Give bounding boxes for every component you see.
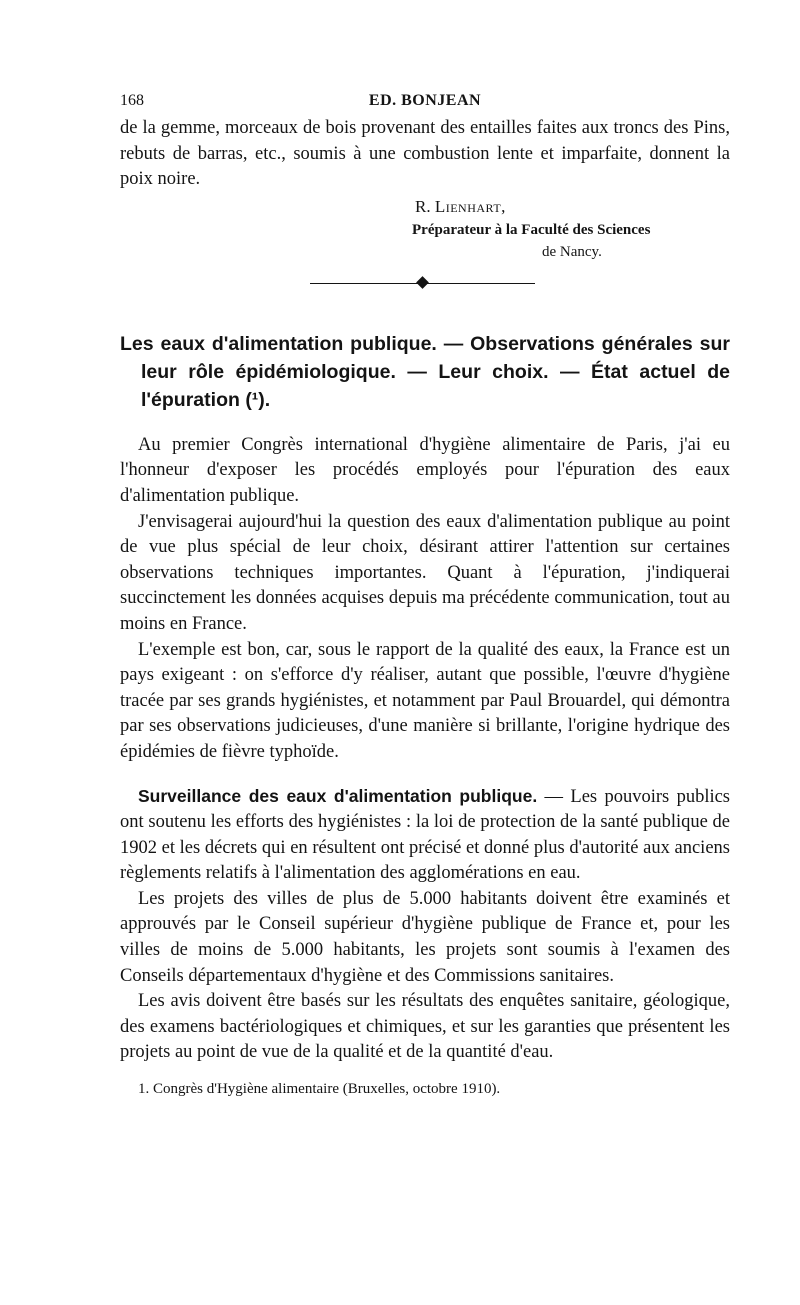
signature-initial: R.: [415, 196, 431, 216]
signature-name: [120, 195, 730, 219]
previous-article-closing-text: de la gemme, morceaux de bois provenant des entailles faites aux troncs des Pins, rebuts de barras, etc., soumis à une combustion lente et imparfaite, donnent la poix noire.: [120, 118, 730, 190]
page-number: 168: [120, 92, 144, 109]
article-paragraph: Les projets des villes de plus de 5.000 habitants doivent être examinés et approuvés par le Conseil supérieur d'hygiène publique de France et, pour les villes de moins de 5.000 habitants, les projets sont soumis à l'examen des Conseils départementaux d'hygiène et des Commissions sanitaires.: [120, 888, 730, 986]
diamond-ornament-icon: [416, 276, 429, 289]
document-page: [120, 88, 730, 1100]
article-paragraph: J'envisagerai aujourd'hui la question des eaux d'alimentation publique au point de vue plus spécial de leur choix, désirant attirer l'attention sur certaines observations techniques importantes. Quant à l'épuration, j'indiquerai succinctement les données acquises depuis ma précédente communication, tout au moins en France.: [120, 511, 730, 634]
title-footnote-ref: (¹).: [245, 388, 271, 411]
section-paragraph: [120, 784, 730, 887]
footnote: 1. Congrès d'Hygiène alimentaire (Bruxelles, octobre 1910).: [138, 1081, 501, 1098]
signature-role: Préparateur à la Faculté des Sciences: [412, 221, 651, 238]
signature-surname: Lienhart,: [434, 196, 506, 216]
article-title-text: Les eaux d'alimentation publique. — Observations générales sur leur rôle épidémiologique. — Leur choix. — État actuel de l'épuration: [120, 332, 730, 411]
article-paragraph: L'exemple est bon, car, sous le rapport de la qualité des eaux, la France est un pays exigeant : on s'efforce d'y réaliser, autant que possible, l'œuvre d'hygiène tracée par ses grands hygiénistes, et notamment par Paul Brouardel, qui démontra par ses observations judicieuses, d'une manière si brillante, l'origine hydrique des épidémies de fièvre typhoïde.: [120, 639, 730, 762]
article-paragraph: Au premier Congrès international d'hygiène alimentaire de Paris, j'ai eu l'honneur d'exposer les procédés employés pour l'épuration des eaux d'alimentation publique.: [120, 434, 730, 506]
section-separator: [120, 273, 720, 293]
running-header: [120, 88, 730, 116]
running-title: ED. BONJEAN: [368, 92, 482, 109]
section-heading: Surveillance des eaux d'alimentation publique.: [138, 785, 538, 806]
signature-place: de Nancy.: [542, 243, 602, 260]
article-paragraph: Les avis doivent être basés sur les résultats des enquêtes sanitaire, géologique, des examens bactériologiques et chimiques, et sur les garanties que présentent les projets au point de vue de la qualité et de la quantité d'eau.: [120, 991, 730, 1063]
section-lead-text: — Les pouvoirs publics ont soutenu les efforts des hygiénistes : la loi de protection de la santé publique de 1902 et les décrets qui en résultent ont précisé et donné plus d'autorité aux anciens règlements relatifs à l'alimentation des agglomérations en eau.: [120, 786, 731, 884]
article-title: [120, 330, 730, 414]
